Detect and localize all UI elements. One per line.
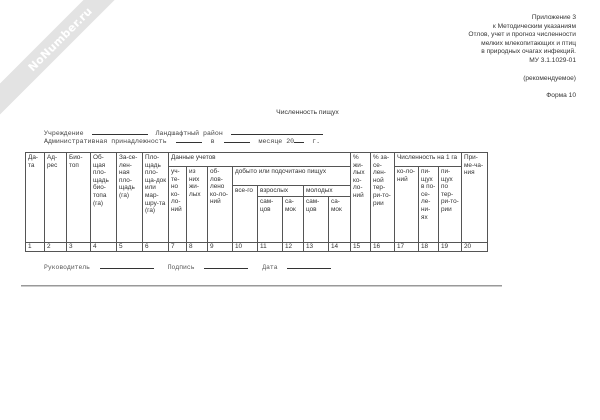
header-density-territory: пи-щух по тер-ри-то-рии (439, 167, 462, 243)
header-density-settlements: пи-щух в по-се-ле-ни-ях (419, 167, 439, 243)
head-field[interactable] (100, 262, 154, 269)
header-adults: взрослых (258, 186, 304, 197)
appendix-header (468, 14, 576, 101)
column-number: 20 (462, 243, 488, 252)
header-address: Ад-рес (45, 153, 67, 243)
landscape-label: Ландшафтный район (155, 130, 223, 137)
header-young-males: сам-цов (304, 197, 329, 243)
header-biotope: Био-топ (67, 153, 91, 243)
pika-count-table (25, 152, 488, 252)
month-label: месяце 20 (258, 138, 295, 145)
watermark (0, 0, 138, 117)
column-number: 11 (258, 243, 283, 252)
header-counted-colonies: уч-те-но ко-ло-ний (169, 167, 187, 243)
header-notes: При-ме-ча-ния (462, 153, 488, 243)
in-label: в (210, 138, 215, 145)
column-number: 7 (169, 243, 187, 252)
appendix-line: в природных очагах инфекций. (481, 48, 576, 56)
header-total: все-го (233, 186, 258, 243)
header-density-colonies: ко-ло-ний (395, 167, 419, 243)
date-label: Дата (262, 264, 278, 271)
column-number-row (26, 243, 488, 252)
column-number: 8 (187, 243, 208, 252)
institution-field[interactable] (92, 128, 148, 135)
column-number: 15 (351, 243, 371, 252)
column-number: 14 (329, 243, 351, 252)
landscape-field[interactable] (231, 128, 323, 135)
column-number: 16 (371, 243, 395, 252)
signature-label: Подпись (167, 264, 195, 271)
signature-field[interactable] (204, 262, 248, 269)
column-number: 9 (208, 243, 233, 252)
appendix-line: Приложение 3 (531, 14, 576, 21)
column-number: 12 (283, 243, 304, 252)
header-adult-males: сам-цов (258, 197, 283, 243)
header-inhabited: из них жи-лых (187, 167, 208, 243)
signature-row (44, 262, 331, 271)
header-survey-data: Данные учетов (169, 153, 351, 167)
year-suffix: г. (312, 138, 321, 145)
header-pct-inhabited: % жи-лых ко-ло-ний (351, 153, 371, 243)
admin-row (44, 136, 320, 145)
header-pct-settled: % за-се-лен-ной тер-ри-то-рии (371, 153, 395, 243)
column-number: 18 (419, 243, 439, 252)
column-number: 3 (67, 243, 91, 252)
month-field[interactable] (224, 136, 250, 143)
header-total-area: Об-щая пло-щадь био-топа (га) (91, 153, 117, 243)
header-date: Да-та (26, 153, 45, 243)
appendix-line: мелких млекопитающих и птиц (481, 39, 576, 47)
year-field[interactable] (294, 136, 304, 143)
column-number: 5 (117, 243, 143, 252)
column-number: 13 (304, 243, 329, 252)
column-number: 6 (143, 243, 169, 252)
column-number: 2 (45, 243, 67, 252)
header-caught-group: добыто или подсчитано пищух (233, 167, 351, 186)
header-settled-area: За-се-лен-ная пло-щадь (га) (117, 153, 143, 243)
admin-label: Административная принадлежность (44, 138, 167, 145)
column-number: 10 (233, 243, 258, 252)
header-young-females: са-мок (329, 197, 351, 243)
column-number: 1 (26, 243, 45, 252)
form-number: Форма 10 (546, 92, 576, 100)
bottom-divider (21, 285, 502, 287)
appendix-line: к Методическим указаниям (492, 22, 576, 30)
column-number: 4 (91, 243, 117, 252)
header-plot-area: Пло-щадь пло-ща-док или мар-шру-та (га) (143, 153, 169, 243)
column-number: 17 (395, 243, 419, 252)
admin-field[interactable] (176, 136, 202, 143)
appendix-line: Отлов, учет и прогноз численности (468, 31, 576, 39)
recommended-note: (рекомендуемое) (523, 74, 576, 82)
date-field[interactable] (287, 262, 331, 269)
column-number: 19 (439, 243, 462, 252)
appendix-line: МУ 3.1.1029-01 (529, 56, 576, 64)
head-label: Руководитель (44, 264, 91, 271)
header-surveyed-colonies: об-лов-лено ко-ло-ний (208, 167, 233, 243)
document-title: Численность пищух (276, 109, 339, 116)
header-density: Численность на 1 га (395, 153, 462, 167)
watermark-text: NoNumber.ru (25, 4, 95, 74)
header-young: молодых (304, 186, 351, 197)
header-adult-females: са-мок (283, 197, 304, 243)
institution-label: Учреждение (44, 130, 84, 137)
